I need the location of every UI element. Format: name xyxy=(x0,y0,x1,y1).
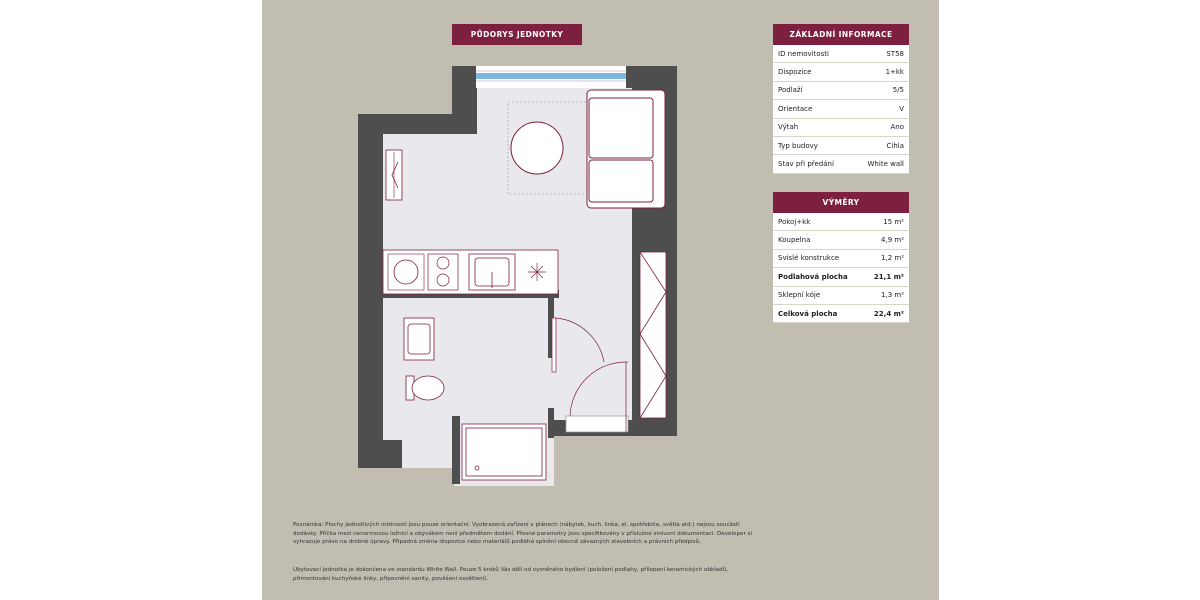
table-row xyxy=(773,213,909,231)
page-title: PŮDORYS JEDNOTKY xyxy=(452,24,582,45)
bathroom-niche xyxy=(402,440,454,468)
radiator-icon xyxy=(386,150,402,200)
row-label: Stav při předání xyxy=(778,160,834,169)
row-label: Typ budovy xyxy=(778,141,818,150)
row-value: 21,1 m² xyxy=(873,272,904,281)
row-label: Svislé konstrukce xyxy=(778,254,840,263)
row-value: 1,2 m² xyxy=(881,254,904,263)
table-row xyxy=(773,305,909,323)
toilet-icon xyxy=(406,376,444,400)
row-value: 5/5 xyxy=(892,86,904,95)
table-row xyxy=(773,63,909,81)
areas-panel-title: VÝMĚRY xyxy=(773,192,909,213)
row-label: Pokoj+kk xyxy=(778,217,811,226)
shower-icon xyxy=(462,424,546,480)
row-label: ID nemovitosti xyxy=(778,49,829,58)
table-icon xyxy=(511,122,563,174)
wardrobe-icon xyxy=(640,252,666,418)
floor-plan xyxy=(356,62,682,488)
table-row xyxy=(773,287,909,305)
table-row xyxy=(773,268,909,286)
sofa-icon xyxy=(587,90,665,208)
row-label: Dispozice xyxy=(778,68,812,77)
row-value: ST58 xyxy=(886,49,904,58)
row-label: Sklepní kóje xyxy=(778,291,821,300)
row-label: Koupelna xyxy=(778,236,811,245)
table-row xyxy=(773,119,909,137)
row-label: Celková plocha xyxy=(778,309,838,318)
info-panel-title: ZÁKLADNÍ INFORMACE xyxy=(773,24,909,45)
row-value: Cihla xyxy=(886,141,904,150)
row-label: Orientace xyxy=(778,104,813,113)
areas-panel xyxy=(773,192,909,323)
row-value: 1+kk xyxy=(885,68,904,77)
note-paragraph-2: Ubytovací jednotka je dokončena ve standardu White Wall. Pouze 5 kroků Vás dělí od vysněného bydlení (položení podlahy, přilepení keramických obkladů, přimontování kuchyňské linky, připevnění sanity, pověšení osvětlení). xyxy=(293,567,728,582)
note-paragraph-1: Poznámka: Plochy jednotlivých místností jsou pouze orientační. Vyobrazená zařízení v plánech (nábytek, kuch. linka, el. spotřebiče, světla atd.) nejsou součástí dodávky. Příčka mezi nenormovou ložnicí a obývákem není předmětem dodání. Přesné parametry jsou specifikovány v příslušné smluvní dokumentaci. Developer si vyhrazuje právo na drobné úpravy. Případná změna dispozice nebo materiálů podléhá splnění obecně závazných stavebních a právních předpisů. xyxy=(293,522,752,546)
table-row xyxy=(773,100,909,118)
row-value: 4,9 m² xyxy=(881,236,904,245)
row-label: Podlahová plocha xyxy=(778,272,848,281)
row-value: 15 m² xyxy=(883,217,904,226)
row-value: 22,4 m² xyxy=(873,309,904,318)
table-row xyxy=(773,137,909,155)
table-row xyxy=(773,231,909,249)
row-value: Ano xyxy=(890,123,904,132)
row-value: 1,3 m² xyxy=(881,291,904,300)
kitchen-counter xyxy=(383,250,558,294)
window-icon xyxy=(476,66,626,88)
bathroom-wall-lower xyxy=(548,408,554,438)
bathroom-sink-icon xyxy=(404,318,434,360)
table-row xyxy=(773,45,909,63)
table-row xyxy=(773,155,909,173)
row-value: White wall xyxy=(867,160,904,169)
shower-wall xyxy=(452,416,460,484)
info-panel xyxy=(773,24,909,174)
table-row xyxy=(773,250,909,268)
row-value: V xyxy=(899,104,904,113)
row-label: Podlaží xyxy=(778,86,803,95)
row-label: Výtah xyxy=(778,123,799,132)
table-row xyxy=(773,82,909,100)
